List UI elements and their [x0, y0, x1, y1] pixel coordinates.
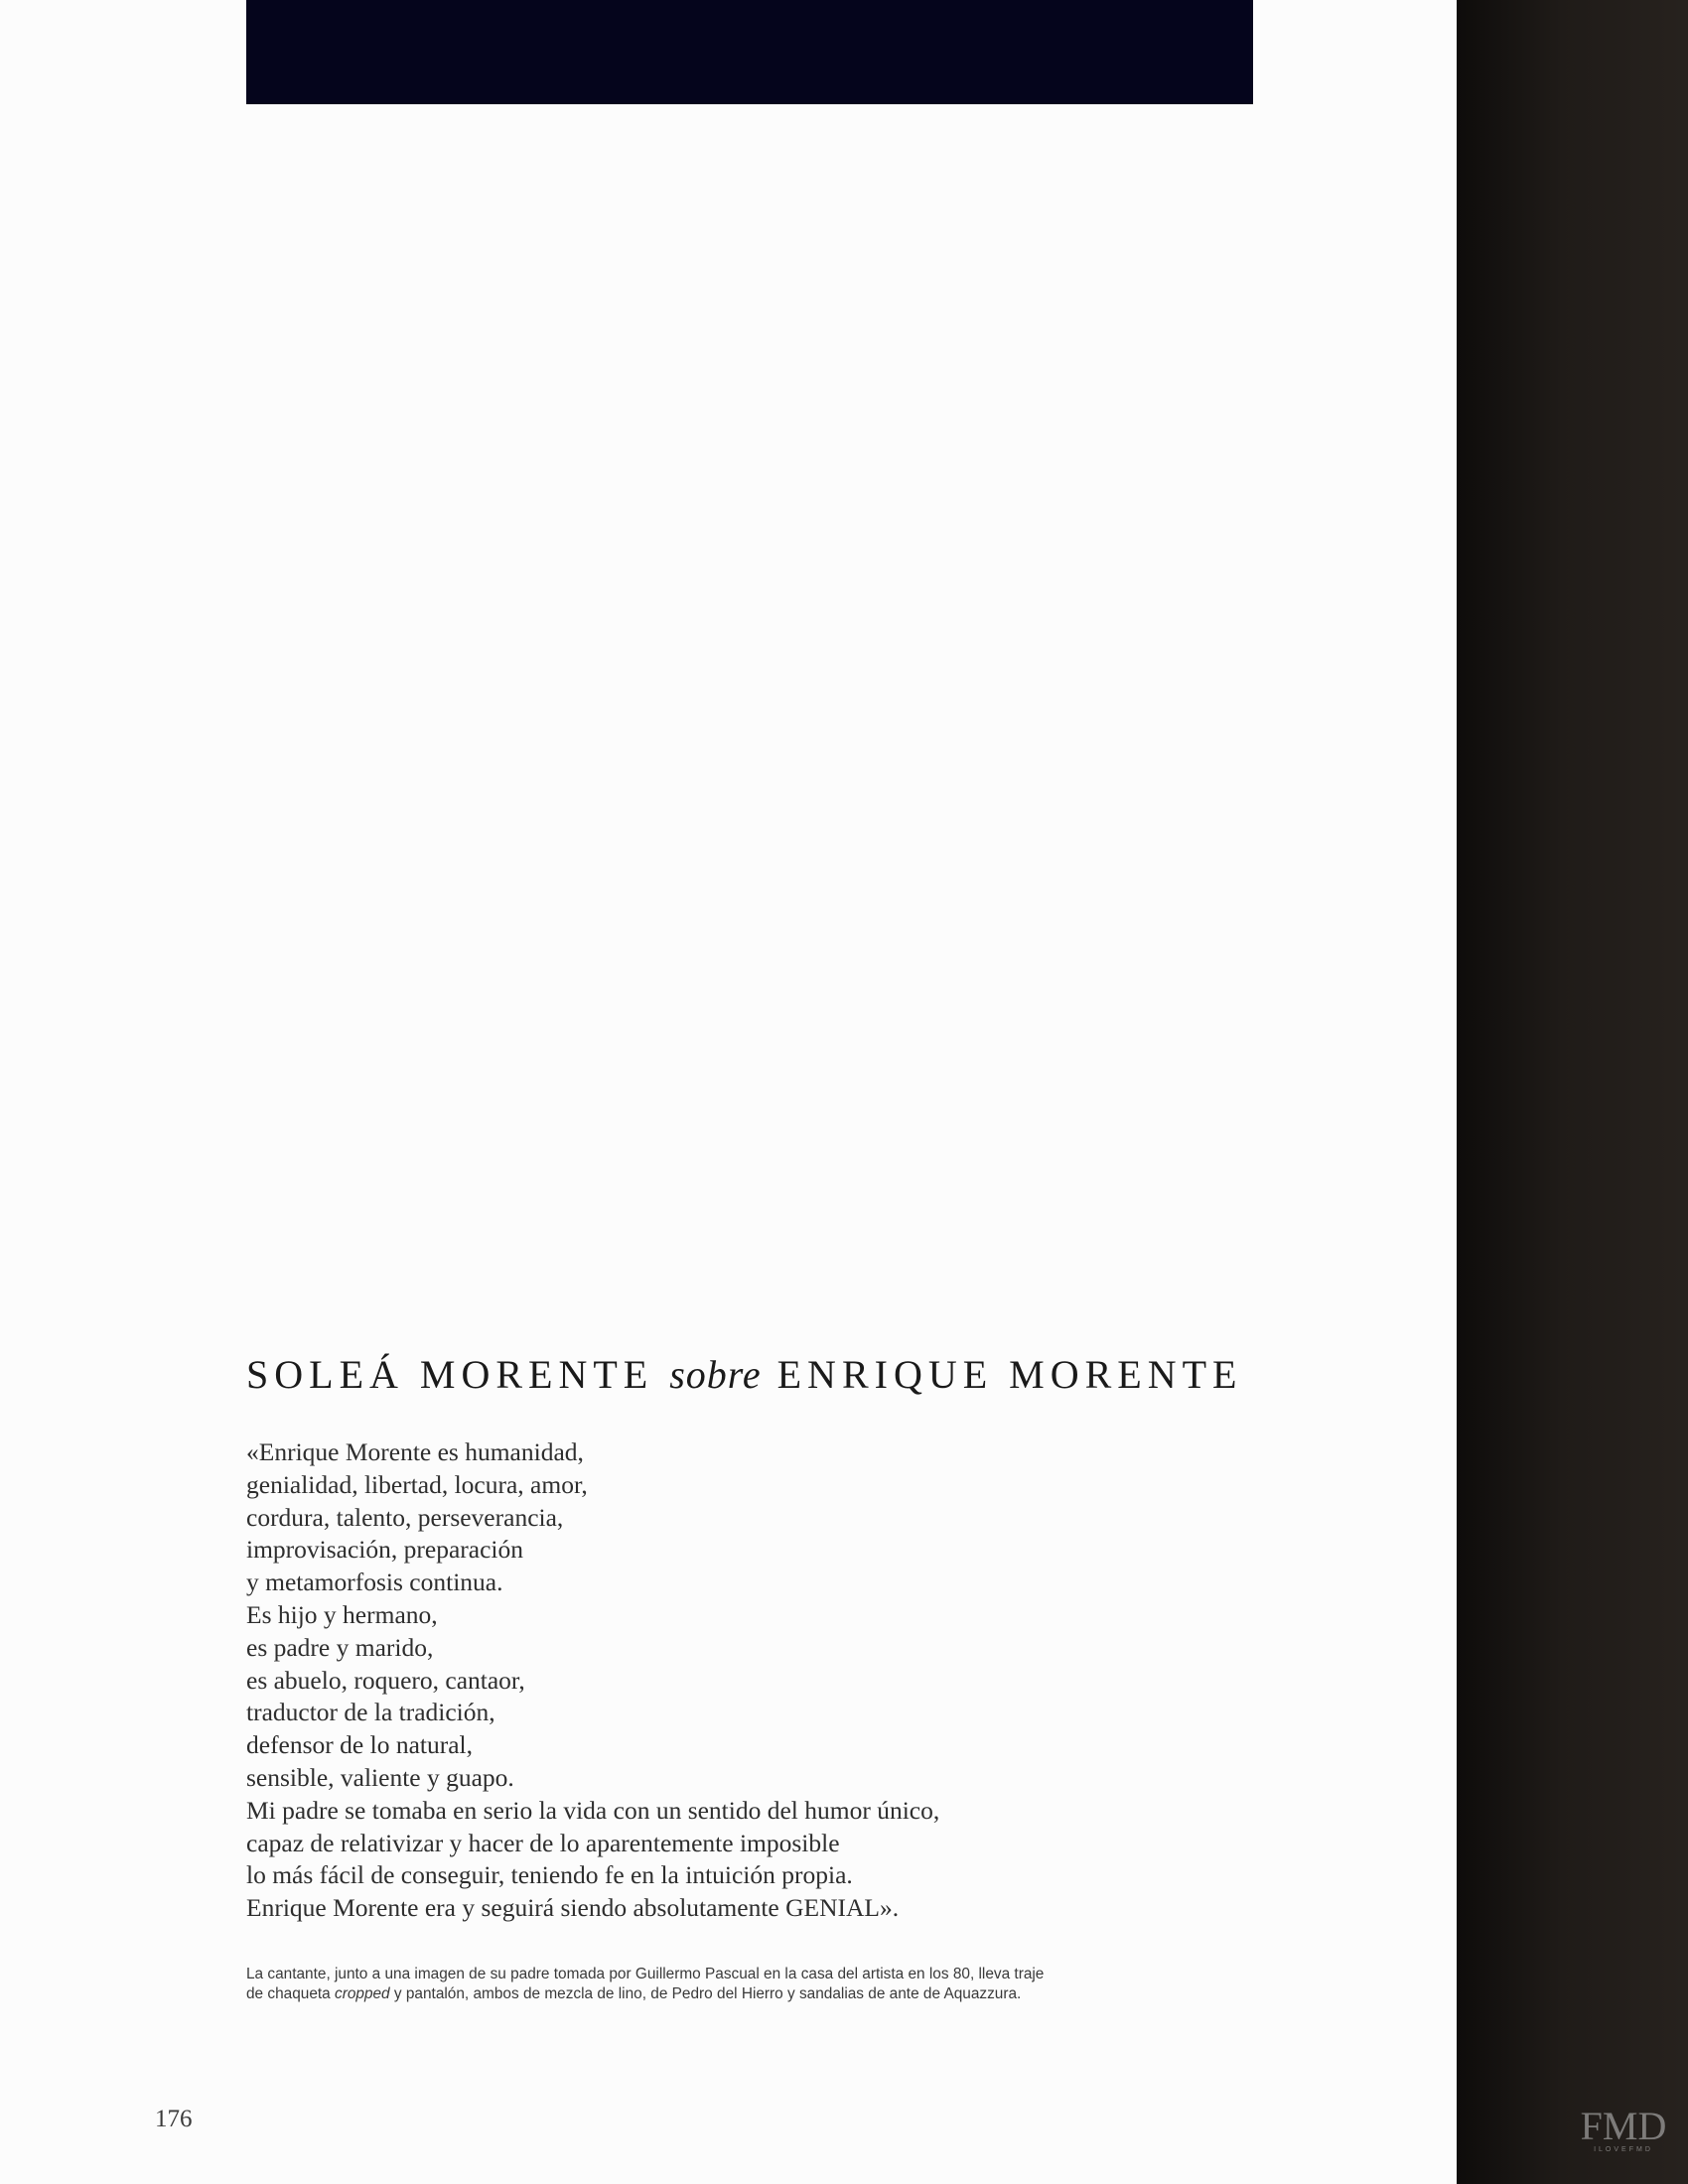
quote-line: «Enrique Morente es humanidad, [246, 1437, 584, 1466]
quote-line: sensible, valiente y guapo. [246, 1762, 514, 1792]
right-photo-strip [1457, 0, 1688, 2184]
quote-line: Enrique Morente era y seguirá siendo absolutamente GENIAL». [246, 1893, 900, 1923]
quote-line: cordura, talento, perseverancia, [246, 1502, 564, 1532]
caption-line-2 [246, 1984, 1239, 2004]
watermark-mark: FMD [1580, 2104, 1667, 2148]
headline-part1: SOLEÁ MORENTE [246, 1352, 654, 1397]
watermark-subtext: ILOVEFMD [1594, 2146, 1653, 2153]
quote-line: es abuelo, roquero, cantaor, [246, 1665, 525, 1695]
quote-line: Mi padre se tomaba en serio la vida con un sentido del humor único, [246, 1795, 940, 1825]
quote-line: y metamorfosis continua. [246, 1568, 503, 1597]
caption-line-2-start: de chaqueta [246, 1985, 335, 2002]
quote-line: capaz de relativizar y hacer de lo aparentemente imposible [246, 1828, 840, 1857]
quote-block [246, 1436, 1140, 1925]
caption-italic-term: cropped [335, 1985, 390, 2002]
headline-part2: ENRIQUE MORENTE [776, 1352, 1243, 1397]
quote-line: lo más fácil de conseguir, teniendo fe en la intuición propia. [246, 1860, 853, 1890]
article-headline [246, 1352, 1249, 1397]
headline-connector: sobre [669, 1352, 762, 1397]
top-dark-bar [246, 0, 1253, 104]
quote-line: genialidad, libertad, locura, amor, [246, 1469, 588, 1499]
caption-line-1: La cantante, junto a una imagen de su padre tomada por Guillermo Pascual en la casa del artista en los 80, lleva traje [246, 1966, 1045, 1982]
caption-line-2-end: y pantalón, ambos de mezcla de lino, de Pedro del Hierro y sandalias de ante de Aquazzura. [389, 1985, 1022, 2002]
watermark-logo [1579, 2104, 1668, 2153]
page-number: 176 [155, 2106, 193, 2132]
photo-caption [246, 1965, 1239, 2004]
quote-line: improvisación, preparación [246, 1535, 523, 1565]
quote-line: traductor de la tradición, [246, 1698, 495, 1727]
quote-line: defensor de lo natural, [246, 1730, 473, 1760]
quote-line: Es hijo y hermano, [246, 1599, 438, 1629]
quote-line: es padre y marido, [246, 1632, 434, 1662]
